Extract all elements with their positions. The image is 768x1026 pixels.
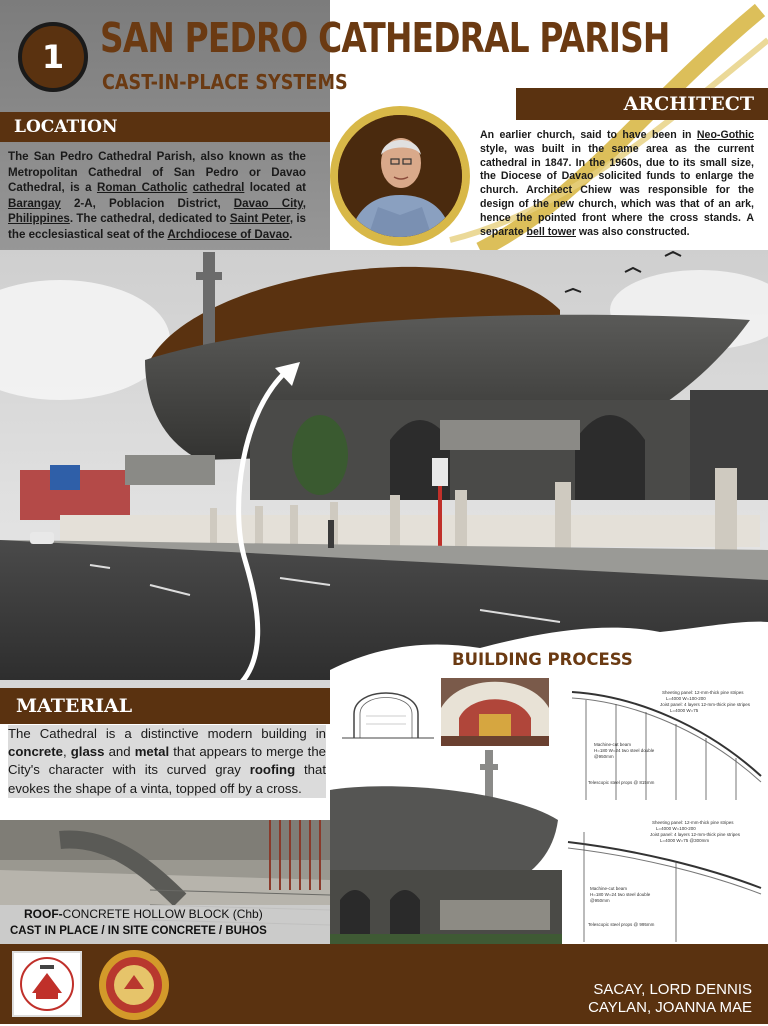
- link-roman-catholic[interactable]: Roman Catholic: [96, 181, 188, 195]
- architect-portrait: [338, 115, 462, 237]
- roof-label: ROOF-CONCRETE HOLLOW BLOCK (Chb): [24, 907, 263, 921]
- university-seal: [98, 949, 170, 1021]
- diagram2-note-4: L=4000 W=75 @300mm: [660, 838, 710, 843]
- link-neo-gothic[interactable]: Neo-Gothic: [696, 129, 754, 141]
- diagram1-note-5: Machine-cut beam: [594, 742, 632, 747]
- link-saint-peter[interactable]: Saint Peter: [229, 212, 290, 226]
- link-davao-city[interactable]: Davao City: [233, 196, 303, 210]
- diagram1-note-1: Sheeting panel: 12-mm-thick pine stripes: [662, 690, 744, 695]
- location-heading: LOCATION: [0, 112, 330, 142]
- cast-in-place-label: CAST IN PLACE / IN SITE CONCRETE / BUHOS: [10, 925, 267, 937]
- diagram1-note-8: Telescopic steel props @ 815mm: [588, 780, 655, 785]
- link-cathedral[interactable]: cathedral: [192, 181, 245, 195]
- diagram2-note-6: H=180 W=24 two steel double: [590, 892, 651, 897]
- formwork-drawing-1: [566, 676, 766, 800]
- diagram2-note-3: Joist panel: 4 layers 12-mm-thick pine stripes: [650, 832, 741, 837]
- diagram1-note-3: Joist panel: 4 layers 12-mm-thick pine stripes: [660, 702, 751, 707]
- diagram2-note-8: Telescopic steel props @ 995mm: [588, 922, 655, 927]
- diagram2-note-1: Sheeting panel: 12-mm-thick pine stripes: [652, 820, 734, 825]
- author-name-2: CAYLAN, JOANNA MAE: [588, 999, 752, 1016]
- material-paragraph: The Cathedral is a distinctive modern building in concrete, glass and metal that appears to merge the City's character with its curved gray roofing that evokes the shape of a vinta, topped off by a cross.: [8, 725, 326, 798]
- architect-paragraph: An earlier church, said to have been in Neo-Gothic style, was built in the same area as the current cathedral in 1847. In the 1960s, due to its small size, the Diocese of Davao solicited funds to enlarge the church. Architect Chiew was responsible for the design of the new church, which was that of an ark, hence the pointed front where the cross stands. A separate bell tower was also constructed.: [480, 129, 754, 238]
- diagram1-note-2: L=4000 W=100-200: [666, 696, 706, 701]
- interior-photo: [441, 678, 549, 746]
- link-bell-tower[interactable]: bell tower: [526, 225, 576, 238]
- diagram1-note-6: H=180 W=24 two steel double: [594, 748, 655, 753]
- university-seal-emblem: [98, 949, 170, 1021]
- diagram2-note-7: @950mm: [590, 898, 610, 903]
- formwork-drawing-2: [566, 812, 766, 942]
- college-logo: [12, 951, 82, 1017]
- link-archdiocese-of-davao[interactable]: Archdiocese of Davao: [167, 227, 290, 241]
- building-process-heading: BUILDING PROCESS: [452, 650, 633, 669]
- page-subtitle: CAST-IN-PLACE SYSTEMS: [102, 70, 348, 94]
- author-name-1: SACAY, LORD DENNIS: [593, 981, 752, 998]
- link-barangay[interactable]: Barangay: [8, 196, 61, 210]
- arch-section-drawing: [336, 676, 440, 748]
- diagram1-note-7: @950mm: [594, 754, 614, 759]
- cathedral-illustration: [0, 250, 768, 680]
- link-philippines[interactable]: Philippines: [8, 212, 70, 226]
- diagram2-note-5: Machine-cut beam: [590, 886, 628, 891]
- college-logo-emblem: [14, 953, 80, 1015]
- diagram2-note-2: L=4000 W=100-200: [656, 826, 696, 831]
- cathedral-photo: [0, 250, 768, 680]
- page-title: SAN PEDRO CATHEDRAL PARISH: [100, 14, 670, 62]
- section-number-badge: 1: [18, 22, 88, 92]
- material-heading: MATERIAL: [0, 688, 330, 724]
- architect-figure: [338, 115, 462, 237]
- location-paragraph: The San Pedro Cathedral Parish, also known as the Metropolitan Cathedral of San Pedro or Davao Cathedral, is a Roman Catholic cathedral located at Barangay 2-A, Poblacion District, Davao City, Philippines. The cathedral, dedicated to Saint Peter, is the ecclesiastical seat of the Archdiocese of Davao.: [8, 150, 307, 241]
- architect-heading: ARCHITECT: [516, 88, 768, 120]
- cathedral-side-photo: [330, 750, 562, 944]
- diagram1-note-4: L=4000 W=75: [670, 708, 699, 713]
